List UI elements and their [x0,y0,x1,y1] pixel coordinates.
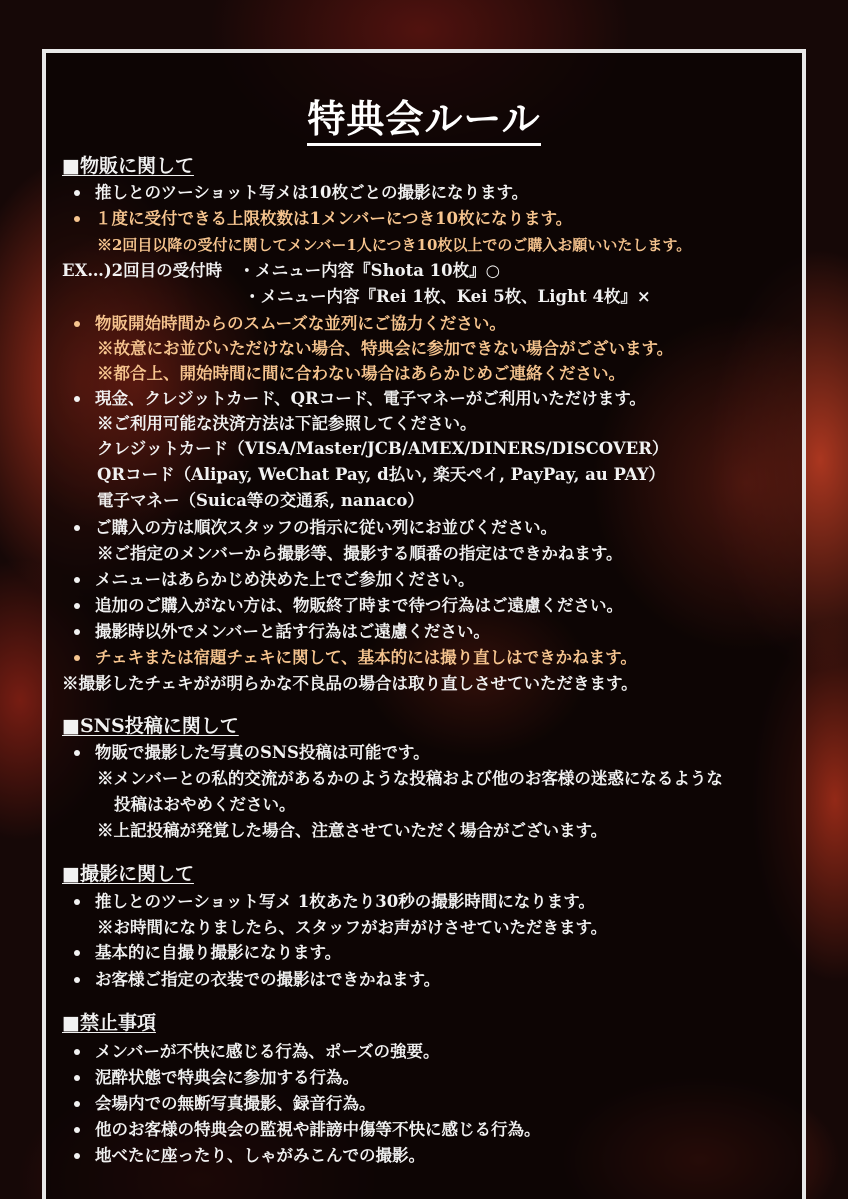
list-item: 基本的に自撮り撮影になります。 [95,943,342,962]
list-item: 撮影時以外でメンバーと話す行為はご遠慮ください。 [95,622,490,641]
list-item: メニューはあらかじめ決めた上でご参加ください。 [95,570,475,589]
note-text: ※上記投稿が発覚した場合、注意させていただく場合がございます。 [97,821,608,840]
note-text: ※お時間になりましたら、スタッフがお声がけさせていただきます。 [97,918,608,937]
list-item: 泥酔状態で特典会に参加する行為。 [95,1068,359,1087]
list-item: 追加のご購入がない方は、物販終了時まで待つ行為はご遠慮ください。 [95,596,623,615]
heading-photo: ■撮影に関して [62,863,194,885]
heading-merch: ■物販に関して [62,155,194,177]
list-item: チェキまたは宿題チェキに関して、基本的には撮り直しはできかねます。 [95,648,637,667]
list-item: 他のお客様の特典会の監視や誹謗中傷等不快に感じる行為。 [95,1120,541,1139]
example-line: ・メニュー内容『Rei 1枚、Kei 5枚、Light 4枚』× [244,287,651,306]
note-text: ※メンバーとの私的交流があるかのような投稿および他のお客様の迷惑になるような [97,769,723,788]
note-text: ※ご指定のメンバーから撮影等、撮影する順番の指定はできかねます。 [97,544,623,563]
list-item: 推しとのツーショット写メ 1枚あたり30秒の撮影時間になります。 [95,892,595,911]
example-line: EX…)2回目の受付時 ・メニュー内容『Shota 10枚』○ [62,261,500,280]
list-item: 物販で撮影した写真のSNS投稿は可能です。 [95,743,430,762]
list-item: お客様ご指定の衣装での撮影はできかねます。 [95,970,441,989]
note-text: ※故意にお並びいただけない場合、特典会に参加できない場合がございます。 [97,339,674,358]
list-item: １度に受付できる上限枚数は1メンバーにつき10枚になります。 [95,209,573,228]
list-item: 物販開始時間からのスムーズな並列にご協力ください。 [95,314,506,333]
list-item: 推しとのツーショット写メは10枚ごとの撮影になります。 [95,183,529,202]
note-text: ※都合上、開始時間に間に合わない場合はあらかじめご連絡ください。 [97,364,625,383]
list-item: メンバーが不快に感じる行為、ポーズの強要。 [95,1042,440,1061]
page-title: 特典会ルール [0,88,848,143]
note-text: ※2回目以降の受付に関してメンバー1人につき10枚以上でのご購入お願いいたします。 [97,236,692,254]
list-item: 地べたに座ったり、しゃがみこんでの撮影。 [95,1146,425,1165]
list-item: 会場内での無断写真撮影、録音行為。 [95,1094,376,1113]
note-text: ※撮影したチェキがが明らかな不良品の場合は取り直しさせていただきます。 [62,674,638,693]
heading-sns: ■SNS投稿に関して [62,715,239,737]
list-item: 現金、クレジットカード、QRコード、電子マネーがご利用いただけます。 [95,389,646,408]
payment-qr: QRコード（Alipay, WeChat Pay, d払い, 楽天ペイ, PayPay, au PAY） [97,465,665,484]
note-text: ※ご利用可能な決済方法は下記参照してください。 [97,414,477,433]
list-item: ご購入の方は順次スタッフの指示に従い列にお並びください。 [95,518,557,537]
payment-credit: クレジットカード（VISA/Master/JCB/AMEX/DINERS/DISCOVER） [97,439,669,458]
heading-prohibited: ■禁止事項 [62,1012,156,1034]
note-text: 投稿はおやめください。 [114,795,296,814]
payment-emoney: 電子マネー（Suica等の交通系, nanaco） [97,491,424,510]
